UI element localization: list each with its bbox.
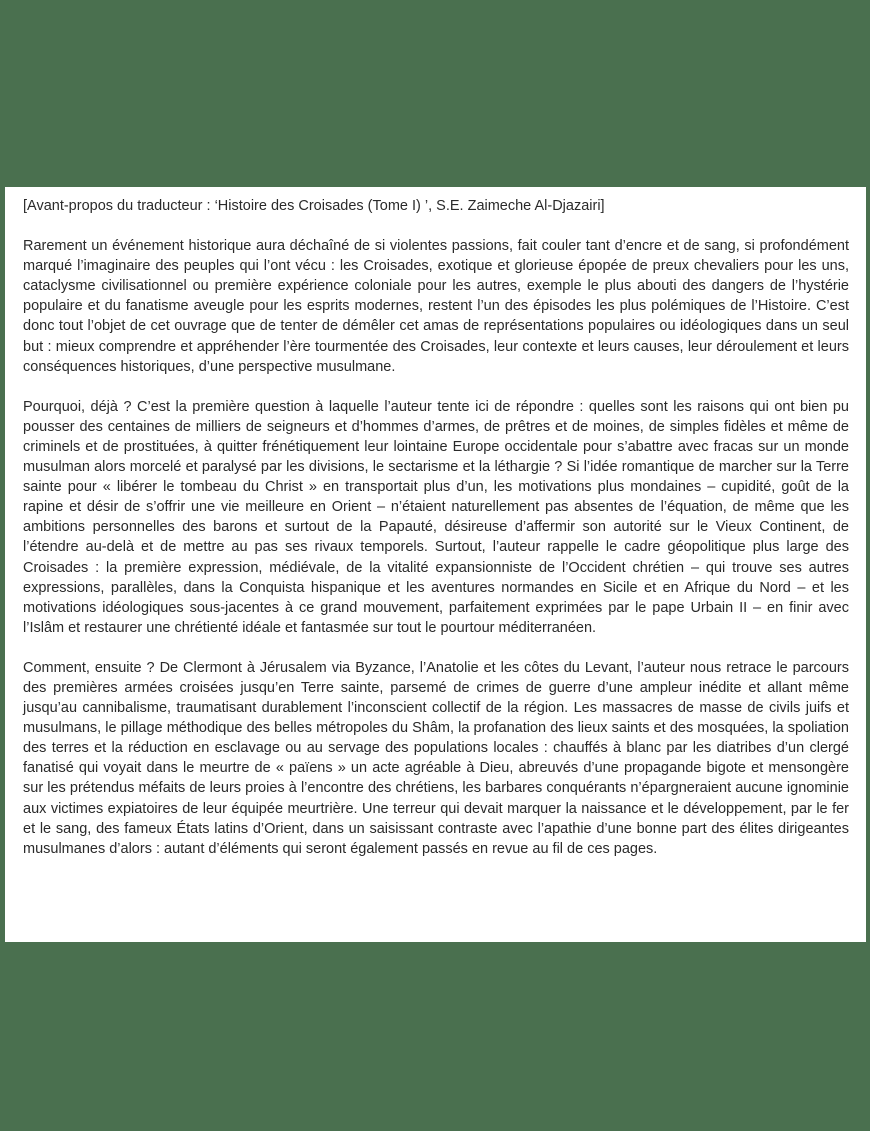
paragraph-intro: Rarement un événement historique aura déchaîné de si violentes passions, fait couler tant d’encre et de sang, si profondément marqué l’imaginaire des peuples qui l’ont vécu : les Croisades, exotique et glorieuse épopée de preux chevaliers pour les uns, cataclysme civilisationnel ou première expérience coloniale pour les autres, exemple le plus abouti des dangers de l’hystérie populaire et du fanatisme aveugle pour les esprits modernes, restent l’un des épisodes les plus polémiques de l’Histoire. C’est donc tout l’objet de cet ouvrage que de tenter de démêler cet amas de représentations populaires ou idéologiques dans un seul but : mieux comprendre et appréhender l’ère tourmentée des Croisades, leur contexte et leurs causes, leur déroulement et leurs conséquences historiques, d’une perspective musulmane. <box>23 238 849 375</box>
paragraph-how: Comment, ensuite ? De Clermont à Jérusalem via Byzance, l’Anatolie et les côtes du Levant, l’auteur nous retrace le parcours des premières armées croisées jusqu’en Terre sainte, parsemé de crimes de guerre d’une ampleur inédite et allant même jusqu’au cannibalisme, traumatisant durablement l’inconscient collectif de la région. Les massacres de masse de civils juifs et musulmans, le pillage méthodique des belles métropoles du Shâm, la profanation des lieux saints et des mosquées, la spoliation des terres et la réduction en esclavage ou au servage des populations locales : chauffés à blanc par les diatribes d’un clergé fanatisé qui voyait dans le meurtre de « païens » un acte agréable à Dieu, abreuvés d’une propagande bigote et mensongère sur les prétendus méfaits de leurs proies à l’encontre des chrétiens, les barbares conquérants n’épargneraient aucune ignominie aux victimes expiatoires de leur équipée meurtrière. Une terreur qui devait marquer la naissance et le développement, par le fer et le sang, des fameux États latins d’Orient, dans un saisissant contraste avec l’apathie d’une bonne part des élites dirigeantes musulmanes d’alors : autant d’éléments qui seront également passés en revue au fil de ces pages. <box>23 659 849 857</box>
translator-foreword-title: [Avant-propos du traducteur : ‘Histoire des Croisades (Tome I) ’, S.E. Zaimeche Al-Djazairi] <box>23 198 605 214</box>
document-page <box>5 187 866 942</box>
paragraph-why: Pourquoi, déjà ? C’est la première question à laquelle l’auteur tente ici de répondre : quelles sont les raisons qui ont bien pu pousser des centaines de milliers de seigneurs et d’hommes d’armes, de prêtres et de moines, de simples fidèles et même de criminels et de prostituées, à quitter frénétiquement leur lointaine Europe occidentale pour s’abattre avec fracas sur un monde musulman alors morcelé et paralysé par les divisions, le sectarisme et la léthargie ? Si l’idée romantique de marcher sur la Terre sainte pour « libérer le tombeau du Christ » en transportait plus d’un, les motivations plus mondaines – cupidité, goût de la rapine et désir de s’offrir une vie meilleure en Orient – n’étaient naturellement pas absentes de l’équation, de même que les ambitions personnelles des barons et surtout de la Papauté, désireuse d’affermir son autorité sur le Vieux Continent, de l’étendre au-delà et de mettre au pas ses rivaux temporels. Surtout, l’auteur rappelle le cadre géopolitique plus large des Croisades : la première expression, médiévale, de la vitalité expansionniste de l’Occident chrétien – qui trouve ses autres expressions, parallèles, dans la Conquista hispanique et les aventures normandes en Sicile et en Afrique du Nord – et les motivations idéologiques sous-jacentes à ce grand mouvement, parfaitement exprimées par le pape Urbain II – en finir avec l’Islâm et restaurer une chrétienté idéale et fantasmée sur tout le pourtour méditerranéen. <box>23 398 849 636</box>
